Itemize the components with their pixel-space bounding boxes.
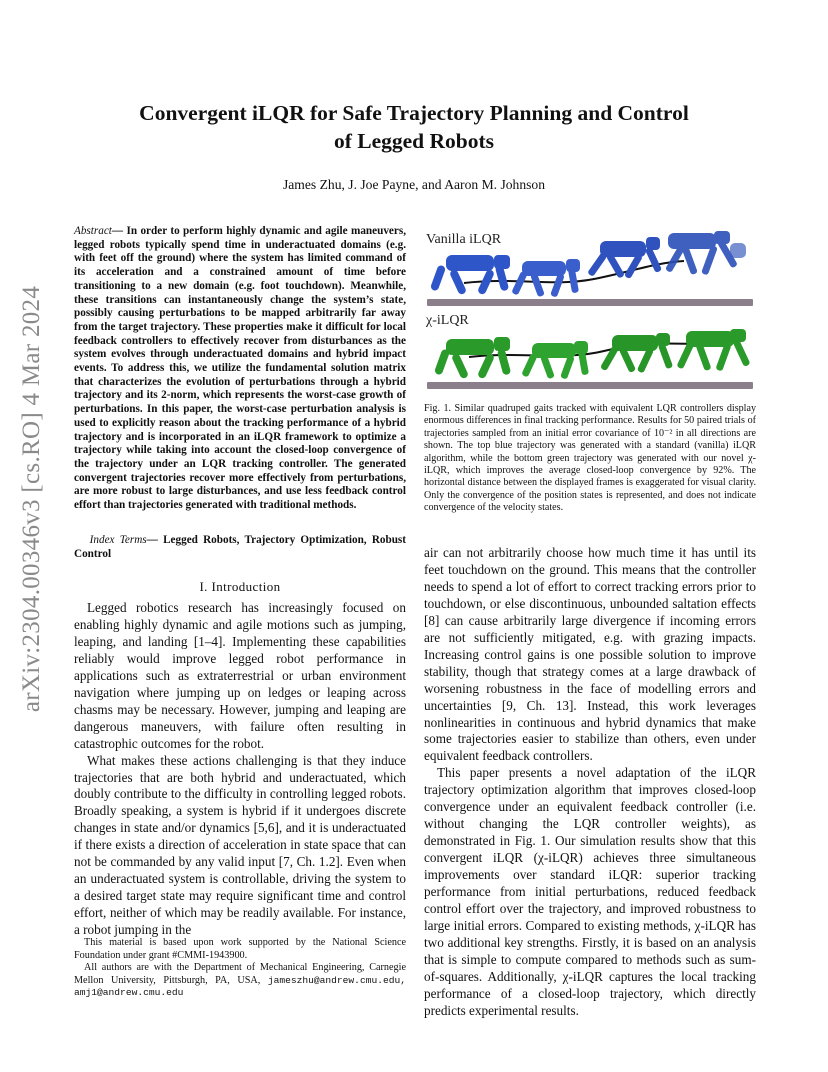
- abstract-dash: —: [111, 225, 127, 237]
- arxiv-identifier-text: arXiv:2304.00346v3 [cs.RO] 4 Mar 2024: [18, 285, 45, 712]
- figure-label-chi: χ-iLQR: [426, 313, 469, 328]
- author-list: James Zhu, J. Joe Payne, and Aaron M. Johnson: [282, 177, 546, 192]
- paragraph: This paper presents a novel adaptation of the iLQR trajectory optimization algorithm that improves closed-loop convergence under an equivalent feedback controller (i.e. without changing the LQR controller weights), as demonstrated in Fig. 1. Our simulation results show that this convergent iLQR (χ-iLQR) achieves three simultaneous improvements over standard iLQR: superior tracking performance from initial perturbations, reduced feedback control effort over the trajectory, and improved robustness to large initial errors. Compared to existing methods, χ-iLQR has two additional key strengths. Firstly, it is based on an analysis that is simple to compute compared to methods such as sum-of-squares. Additionally, χ-iLQR captures the local tracking performance of a closed-loop trajectory, which directly predicts experimental results.: [424, 765, 756, 1018]
- footnotes: [74, 937, 406, 1000]
- index-terms-dash: —: [146, 534, 164, 546]
- paragraph: air can not arbitrarily choose how much time it has until its feet touchdown on the ground. This means that the controller needs to spend a lot of effort to correct tracking errors prior to touchdown, or else discontinuous, unbounded saltation effects [8] can cause arbitrarily large divergence if incoming errors are not sufficiently mitigated, e.g. with grazing impacts. Increasing control gains is one possible solution to improve stability, though that strategy comes at a large drawback of worsening robustness in the face of modelling errors and uncertainties [9, Ch. 13]. Instead, this work leverages nonlinearities in continuous and hybrid dynamics that make some trajectories easier to stabilize than others, even under equivalent feedback controllers.: [424, 545, 756, 764]
- right-column-body: [424, 545, 756, 1020]
- abstract: [74, 225, 406, 513]
- email-link[interactable]: amj1@andrew.cmu.edu: [74, 987, 184, 999]
- affiliation-text: All authors are with the Department of Mechanical Engineering, Carnegie Mellon University, Pittsburgh, PA, USA,: [74, 962, 406, 986]
- index-terms-text: Legged Robots, Trajectory Optimization, Robust Control: [74, 534, 407, 560]
- figure-label-vanilla: Vanilla iLQR: [426, 232, 502, 247]
- affiliation-footnote: [74, 962, 406, 1000]
- quadruped-gait-illustration: [424, 225, 756, 397]
- figure-caption: Fig. 1. Similar quadruped gaits tracked with equivalent LQR controllers display enormous differences in final tracking performance. Results for 50 paired trials of trajectories sampled from an initial error covariance of 10⁻² in all directions are shown. The top blue trajectory was generated with a standard (vanilla) iLQR algorithm, while the bottom green trajectory was generated with our novel χ-iLQR, which improves the average closed-loop convergence by 92%. The horizontal distance between the displayed frames is exaggerated for visual clarity. Only the convergence of the position states is represented, and does not indicate convergence of the velocity states.: [424, 403, 756, 514]
- ground-strip: [427, 382, 753, 389]
- funding-footnote: This material is based upon work supported by the National Science Foundation under grant #CMMI-1943900.: [74, 937, 406, 961]
- paper-title: [80, 99, 748, 155]
- index-terms-label: Index Terms: [89, 534, 147, 546]
- ground-strip: [427, 299, 753, 306]
- abstract-text: In order to perform highly dynamic and agile maneuvers, legged robots typically spend time in underactuated domains (e.g. with feet off the ground) where the system has limited command of its acceleration and a constrained amount of time before transitioning to a new domain (e.g. foot touchdown). Meanwhile, these transitions can instantaneously change the system’s state, possibly causing perturbations to be mapped arbitrarily far away from the target trajectory. These properties make it difficult for local feedback controllers to effectively recover from disturbances as the system evolves through underactuated domains and hybrid impact events. To address this, we utilize the fundamental solution matrix that characterizes the evolution of perturbations through a hybrid trajectory and its 2-norm, which represents the worst-case growth of perturbations. In this paper, the worst-case perturbation analysis is used to explicitly reason about the tracking performance of a hybrid trajectory and is incorporated in an iLQR framework to optimize a trajectory while taking into account the closed-loop convergence of the trajectory under an LQR tracking controller. The generated convergent trajectories recover more effectively from perturbations, are more robust to large disturbances, and use less feedback control effort than trajectories generated with traditional methods.: [74, 225, 406, 512]
- index-terms: [74, 534, 406, 561]
- title-line-2: of Legged Robots: [333, 129, 495, 153]
- section-heading-introduction: I. Introduction: [199, 579, 281, 594]
- paragraph: What makes these actions challenging is that they induce trajectories that are both hybrid and underactuated, which doubly contribute to the difficulty in controlling legged robots. Broadly speaking, a system is hybrid if it undergoes discrete changes in state and/or dynamics [5,6], and it is underactuated if there exists a direction of acceleration in state space that can not be commanded by any valid input [7, Ch. 1.2]. Even when an underactuated system is controllable, driving the system to a desired target state may require significant time and control effort, neither of which may be readily available. For instance, a robot jumping in the: [74, 752, 406, 938]
- arxiv-side-identifier: [17, 261, 47, 736]
- abstract-label: Abstract: [74, 225, 112, 237]
- paragraph: Legged robotics research has increasingly focused on enabling highly dynamic and agile motions such as jumping, leaping, and landing [1–4]. Implementing these capabilities reliably would improve legged robot performance in applications such as extraterrestrial or urban environment navigation where jumping up on ledges or leaping across chasms may be necessary. However, jumping and leaping are dangerous maneuvers, with failure often resulting in catastrophic outcomes for the robot.: [74, 600, 406, 751]
- title-line-1: Convergent iLQR for Safe Trajectory Planning and Control: [139, 101, 689, 125]
- figure-1: [424, 225, 756, 397]
- left-column-body: [74, 600, 406, 939]
- email-link[interactable]: jameszhu@andrew.cmu.edu,: [267, 974, 407, 986]
